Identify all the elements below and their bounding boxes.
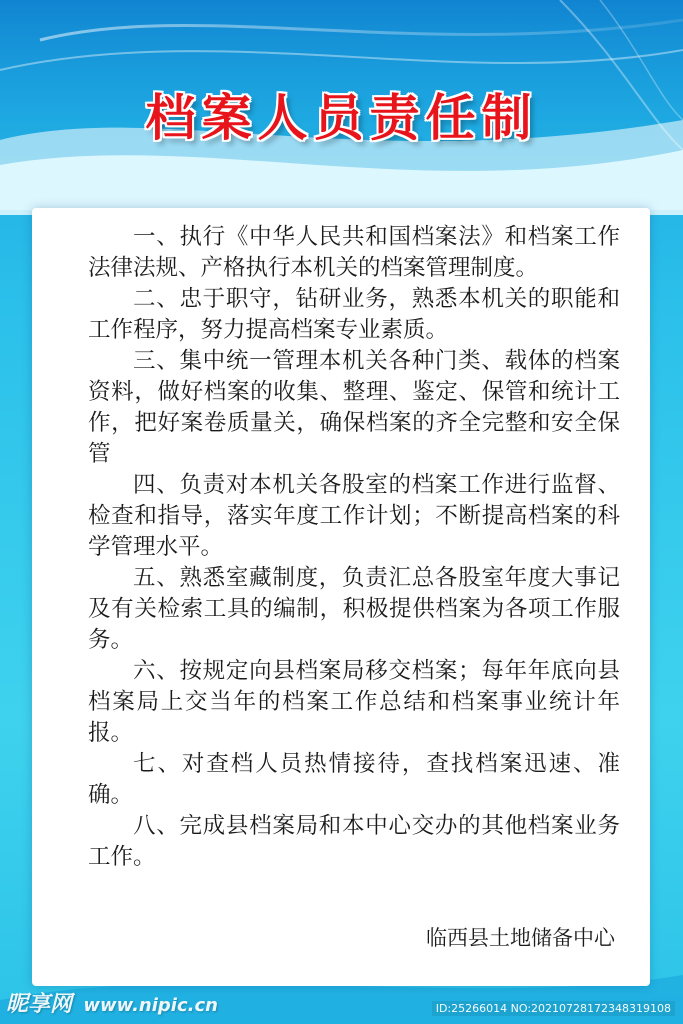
watermark-brand: 昵享网 xyxy=(6,992,73,1017)
paragraph-3: 三、集中统一管理本机关各种门类、载体的档案资料，做好档案的收集、整理、鉴定、保管和统计工作，把好案卷质量关，确保档案的齐全完整和安全保管 xyxy=(88,348,620,467)
paragraph-2: 二、忠于职守，钻研业务，熟悉本机关的职能和工作程序，努力提高档案专业素质。 xyxy=(88,286,620,343)
signature-organization: 临西县土地储备中心 xyxy=(426,926,615,950)
watermark-url: www.nipic.cn xyxy=(83,995,218,1016)
paragraph-1: 一、执行《中华人民共和国档案法》和档案工作法律法规、产格执行本机关的档案管理制度。 xyxy=(88,224,620,281)
responsibility-list xyxy=(88,222,620,873)
paragraph-8: 八、完成县档案局和本中心交办的其他档案业务工作。 xyxy=(88,813,620,870)
paragraph-4: 四、负责对本机关各股室的档案工作进行监督、检查和指导，落实年度工作计划；不断提高档案的科学管理水平。 xyxy=(88,472,620,560)
page-title: 档案人员责任制 xyxy=(145,88,538,147)
image-id-label: ID:25266014 NO:20210728172348319108 xyxy=(432,1001,675,1016)
paragraph-5: 五、熟悉室藏制度，负责汇总各股室年度大事记及有关检索工具的编制，积极提供档案为各项工作服务。 xyxy=(88,565,620,653)
paragraph-7: 七、对查档人员热情接待，查找档案迅速、准确。 xyxy=(88,751,620,808)
watermark-logo xyxy=(6,987,218,1018)
paragraph-6: 六、按规定向县档案局移交档案；每年年底向县档案局上交当年的档案工作总结和档案事业统计年报。 xyxy=(88,658,620,746)
